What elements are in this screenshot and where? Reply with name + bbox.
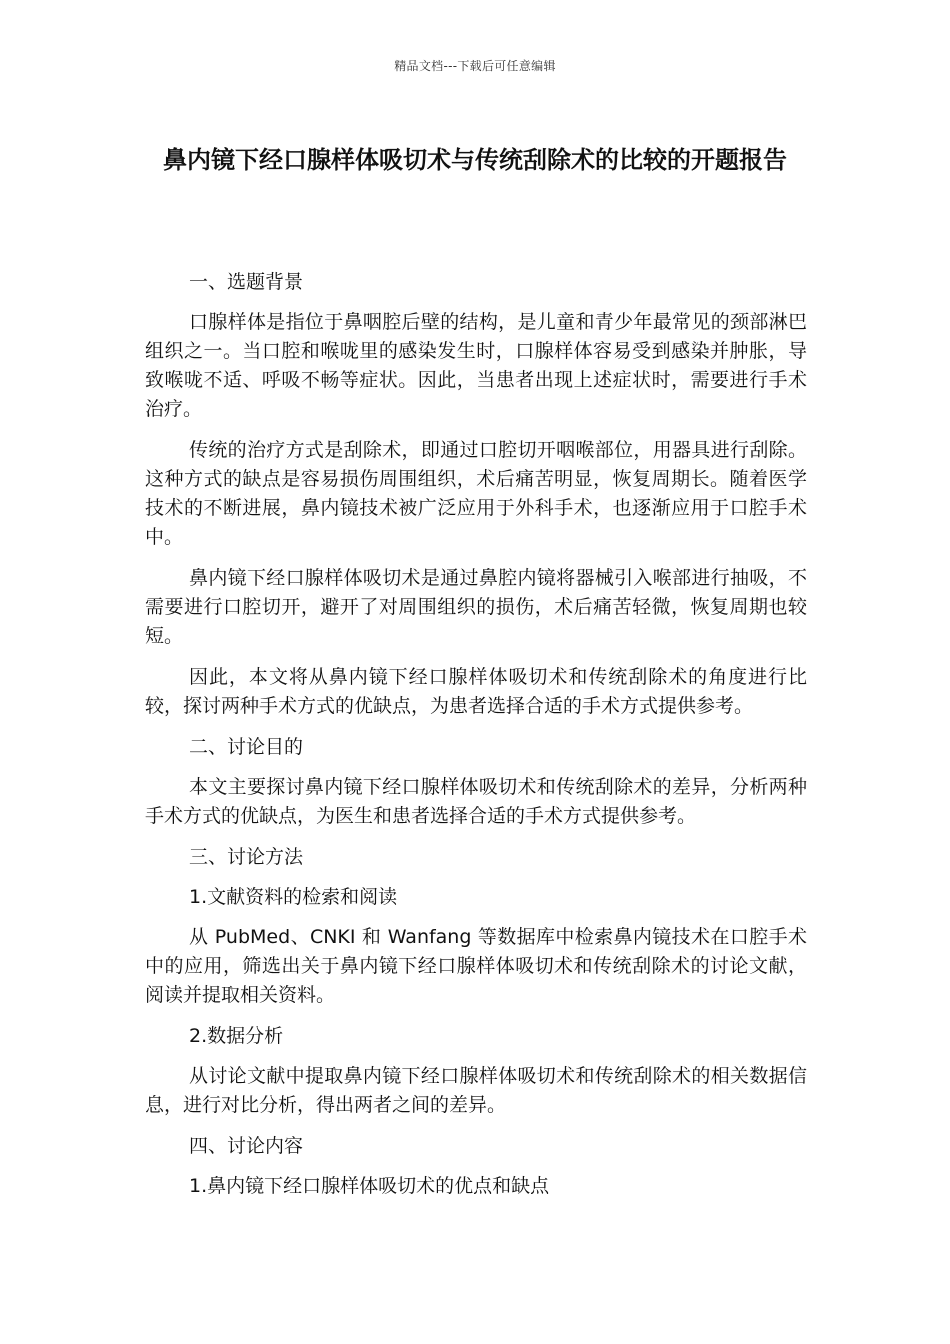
subheading-data-analysis: 2.数据分析 <box>189 1025 284 1047</box>
section-heading-background: 一、选题背景 <box>189 271 304 293</box>
document-title: 鼻内镜下经口腺样体吸切术与传统刮除术的比较的开题报告 <box>163 146 787 174</box>
document-body <box>145 268 807 1212</box>
page-header-note: 精品文档---下载后可任意编辑 <box>394 59 556 73</box>
paragraph: 从讨论文献中提取鼻内镜下经口腺样体吸切术和传统刮除术的相关数据信息，进行对比分析，得出两者之间的差异。 <box>145 1065 807 1116</box>
paragraph: 传统的治疗方式是刮除术，即通过口腔切开咽喉部位，用器具进行刮除。这种方式的缺点是容易损伤周围组织，术后痛苦明显，恢复周期长。随着医学技术的不断进展，鼻内镜技术被广泛应用于外科手术，也逐渐应用于口腔手术中。 <box>145 439 807 548</box>
paragraph: 因此，本文将从鼻内镜下经口腺样体吸切术和传统刮除术的角度进行比较，探讨两种手术方式的优缺点，为患者选择合适的手术方式提供参考。 <box>145 666 807 717</box>
subheading-literature-search: 1.文献资料的检索和阅读 <box>189 886 398 908</box>
section-heading-method: 三、讨论方法 <box>189 846 304 868</box>
paragraph: 本文主要探讨鼻内镜下经口腺样体吸切术和传统刮除术的差异，分析两种手术方式的优缺点，为医生和患者选择合适的手术方式提供参考。 <box>145 776 807 827</box>
paragraph: 口腺样体是指位于鼻咽腔后壁的结构，是儿童和青少年最常见的颈部淋巴组织之一。当口腔和喉咙里的感染发生时，口腺样体容易受到感染并肿胀，导致喉咙不适、呼吸不畅等症状。因此，当患者出现上述症状时，需要进行手术治疗。 <box>145 311 807 420</box>
section-heading-content: 四、讨论内容 <box>189 1135 304 1157</box>
section-heading-purpose: 二、讨论目的 <box>189 736 304 758</box>
paragraph: 鼻内镜下经口腺样体吸切术是通过鼻腔内镜将器械引入喉部进行抽吸，不需要进行口腔切开，避开了对周围组织的损伤，术后痛苦轻微，恢复周期也较短。 <box>145 567 807 647</box>
subheading-endoscopic-pros-cons: 1.鼻内镜下经口腺样体吸切术的优点和缺点 <box>189 1175 550 1197</box>
paragraph: 从 PubMed、CNKI 和 Wanfang 等数据库中检索鼻内镜技术在口腔手术中的应用，筛选出关于鼻内镜下经口腺样体吸切术和传统刮除术的讨论文献，阅读并提取相关资料。 <box>145 926 807 1006</box>
